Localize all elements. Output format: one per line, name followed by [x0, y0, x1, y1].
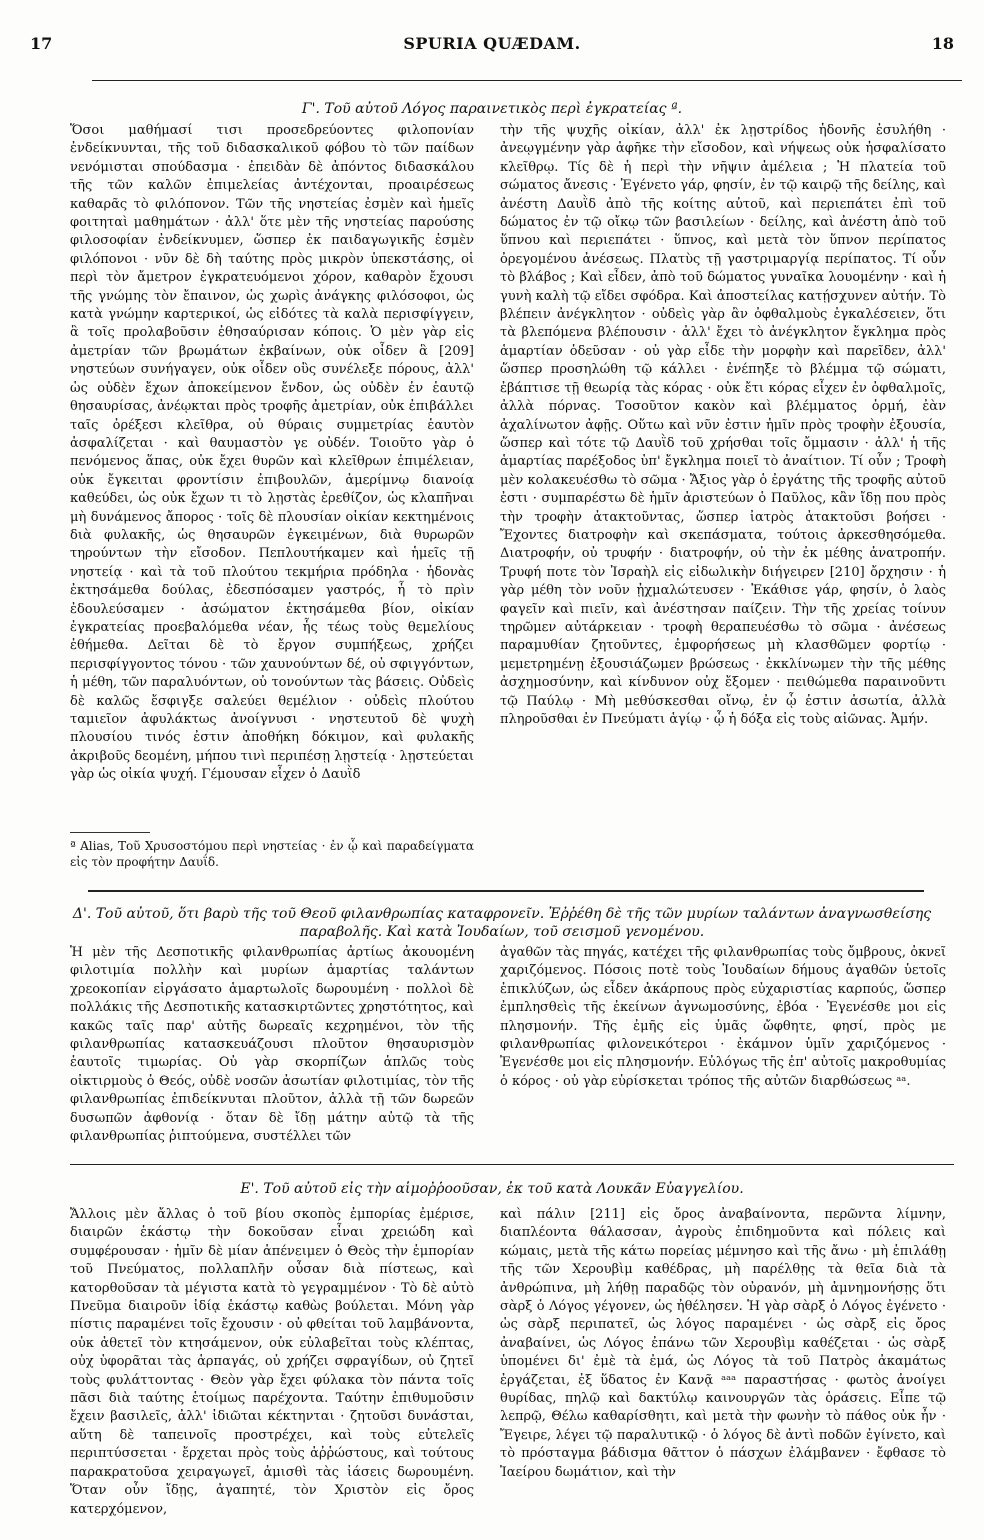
section-e-right-column [500, 1206, 946, 1534]
left-page-number: 17 [30, 34, 53, 53]
section-e-left-column [70, 1206, 474, 1534]
section-g-footnote: ª Alias, Τοῦ Χρυσοστόμου περὶ νηστείας · ἐν ᾧ καὶ παραδείγματα εἰς τὸν προφήτην Δαυΐδ. [70, 839, 474, 869]
section-e-left-text: Ἄλλοις μὲν ἄλλας ὁ τοῦ βίου σκοπὸς ἐμπορίας ἐμέρισε, διαιρῶν ἑκάστῳ τὴν δοκοῦσαν εἶναι χρειώδη καὶ συμφέρουσαν · ἡμῖν δὲ μίαν ἀπένειμεν ὁ Θεὸς τὴν ἐμπορίαν τοῦ Πνεύματος, πολλαπλῆν οὖσαν διὰ πίστεως, καὶ κατορθοῦσαν τὰ μέγιστα κατὰ τὸ γεγραμμένον · Τὸ δὲ αὐτὸ Πνεῦμα διαιροῦν ἰδίᾳ ἑκάστῳ καθὼς βούλεται. Μόνη γὰρ πίστις παραμένει τοῖς ἔχουσιν · οὐ φθείται τοῦ λαμβάνοντα, οὐκ ἀθετεῖ τὸν κτησάμενον, οὐκ εὐλαβεῖται τοὺς κλέπτας, οὐχ ὑφορᾶται τὰς ἁρπαγάς, οὐ χρήζει σφραγίδων, οὐ ζητεῖ τοὺς φυλάττοντας · Θεὸν γὰρ ἔχει φύλακα τὸν πάντα τοῖς πᾶσι διὰ ταύτης ἑτοίμως παρέχοντα. Ταύτην ἐπιθυμοῦσιν ἔχειν βασιλεῖς, ἀλλ' ἰδιῶται κέκτηνται · ζητοῦσι δυνάσται, αὕτη δὲ ταπεινοῖς προστρέχει, καὶ τοὺς εὐτελεῖς περιπτύσσεται · ἔρχεται πρὸς τοὺς ἀῤῥώστους, καὶ τούτους παρακρατοῦσα χειραγωγεῖ, ἀμισθὶ τὰς ἰάσεις δωρουμένη. Ὅταν οὖν ἴδῃς, ἀγαπητέ, τὸν Χριστὸν εἰς ὄρος κατερχόμενον, [70, 1207, 474, 1517]
section-g-right-text: τὴν τῆς ψυχῆς οἰκίαν, ἀλλ' ἐκ λῃστρίδος ἡδονῆς ἐσυλήθη · ἀνεῳγμένην γὰρ ἀφῆκε τὴν εἴσοδον, καὶ νήψεως οὐκ ἠσφαλίσατο κλεῖθρῳ. Τίς δὲ ἡ περὶ τὴν νῆψιν ἀμέλεια ; Ἡ πλατεία τοῦ σώματος ἄνεσις · Ἐγένετο γάρ, φησίν, ἐν τῷ καιρῷ τῆς δείλης, καὶ ἀνέστη Δαυῒδ ἀπὸ τῆς κοίτης αὐτοῦ, καὶ περιεπάτει ἐπὶ τοῦ δώματος ἐν τῷ οἴκῳ τῶν βασιλείων · δείλης, καὶ ἀνέστη ἀπὸ τοῦ ὕπνου καὶ περιεπάτει · ὕπνος, καὶ μετὰ τὸν ὕπνον περίπατος ὀρεγομένου ἀνέσεως. Πλατὺς τῇ γαστριμαργίᾳ περίπατος. Τί οὖν τὸ βλάβος ; Καὶ εἶδεν, ἀπὸ τοῦ δώματος γυναῖκα λουομένην · καὶ ἡ γυνὴ καλὴ τῷ εἴδει σφόδρα. Καὶ ἀποστείλας κατῄσχυνεν αὐτήν. Τὸ βλέπειν ἀνέγκλητον · οὐδεὶς γὰρ ἂν ὀφθαλμοὺς ἐγκαλέσειεν, ὅτι τὰ βλεπόμενα βλέπουσιν · ἀλλ' ἔχει τὸ ἀνέγκλητον ἔγκλημα πρὸς ἁμαρτίαν ὁδεῦσαν · οὐ γὰρ εἶδε τὴν μορφὴν καὶ παρεῖδεν, ἀλλ' ὥσπερ προσηλώθη τῷ κάλλει · ἐνέπηξε τὸ βλέμμα τῷ σώματι, ἐβάπτισε τῇ θεωρίᾳ τὰς κόρας · οὐκ ἔτι κόρας εἶχεν ἐν ὀφθαλμοῖς, ἀλλὰ πόρνας. Τοσοῦτον κακὸν καὶ βλέμματος ὁρμή, ἐὰν ἀχαλίνωτον ἀφῇς. Οὕτω καὶ νῦν ἐστιν ἡμῖν πρὸς τροφὴν ἐξουσία, ὥσπερ καὶ τότε τῷ Δαυῒδ τοῦ χρήσθαι τοῖς ὄμμασιν · ἀλλ' ἡ τῆς ἁμαρτίας παρέξοδος ὑπ' ἔγκλημα ποιεῖ τὸ ἀναίτιον. Τί οὖν ; Τροφὴ μὲν κολακευέσθω τὸ σῶμα · Ἄξιος γὰρ ὁ ἐργάτης τῆς τροφῆς αὐτοῦ ἐστι · συμπαρέστω δὲ ἡμῖν ἀριστεύων ὁ Παῦλος, κἂν ἴδῃ που πρὸς τὴν τροφὴν ἀτακτοῦντας, ὥσπερ ἰατρὸς ἀτακτοῦσι βοήσει · Ἔχοντες διατροφὴν καὶ σκεπάσματα, τούτοις ἀρκεσθησόμεθα. Διατροφήν, οὐ τρυφήν · διατροφήν, οὐ τὴν ἐκ μέθης ἀνατροπήν. Τρυφή ποτε τὸν Ἰσραὴλ εἰς εἰδωλικὴν διήγειρεν [210] ὄρχησιν · ἡ γὰρ μέθη τὸν νοῦν ᾐχμαλώτευσεν · Ἐκάθισε γάρ, φησίν, ὁ λαὸς φαγεῖν καὶ πιεῖν, καὶ ἀνέστησαν παίζειν. Τὴν τῆς χρείας τοίνυν τηρῶμεν αὐτάρκειαν · τροφὴ θεραπευέσθω τὸ σῶμα · ἀνέσεως παραμυθίαν ζητοῦντες, ἐμφορήσεως μὴ κλασθῶμεν φορτίῳ · μεμετρημένῃ ἐξουσιάζωμεν βρώσεως · ἐκκλίνωμεν τὴν τῆς μέθης ἀσχημοσύνην, καὶ κίνδυνον οὐχ ἔξομεν · πειθώμεθα παραινοῦντι τῷ Παύλῳ · Μὴ μεθύσκεσθαι οἴνῳ, ἐν ᾧ ἐστιν ἀσωτία, ἀλλὰ πληροῦσθαι ἐν Πνεύματι ἁγίῳ · ᾧ ἡ δόξα εἰς τοὺς αἰῶνας. Ἀμήν. [500, 123, 946, 727]
section-e-title: Ε'. Τοῦ αὐτοῦ εἰς τὴν αἱμοῤῥοοῦσαν, ἐκ τοῦ κατὰ Λουκᾶν Εὐαγγελίου. [240, 1181, 744, 1197]
right-page-number: 18 [931, 34, 954, 53]
section-d-left-text: Ἡ μὲν τῆς Δεσποτικῆς φιλανθρωπίας ἀρτίως ἀκουομένη φιλοτιμία πολλὴν καὶ μυρίων ἁμαρτίας ταλάντων χρεοκοπίαν εἰργάσατο ἁμαρτωλοῖς δωρουμένη · πολλοὶ δὲ πολλάκις τῆς Δεσποτικῆς κατασκιρτῶντες χρηστότητος, καὶ κακῶς ταῖς παρ' αὐτῆς δωρεαῖς κεχρημένοι, τὸν τῆς φιλανθρωπίας κατασκευάζουσι πλοῦτον θησαυρισμὸν ἑαυτοῖς τιμωρίας. Οὐ γὰρ σκορπίζων ἁπλῶς τοὺς οἰκτιρμοὺς ὁ Θεός, οὐδὲ νοσῶν ἀσωτίαν φιλοτιμίας, τὸν τῆς φιλανθρωπίας ἐπιδείκνυται πλοῦτον, ἀλλὰ τῇ τῶν δωρεῶν δυσωπῶν ἀφθονίᾳ · ὅταν δὲ ἴδῃ μάτην αὐτῷ τὰ τῆς φιλανθρωπίας ῥιπτούμενα, συστέλλει τῶν [70, 945, 474, 1144]
section-e-right-text: καὶ πάλιν [211] εἰς ὄρος ἀναβαίνοντα, περῶντα λίμνην, διαπλέοντα θάλασσαν, ἀγροὺς ἐπιδημοῦντα καὶ πόλεις καὶ κώμαις, μετὰ τῆς κάτω πορείας μέμνησο καὶ τῆς ἄνω · μὴ ἐπιλάθῃ τῆς τῶν Χερουβὶμ καθέδρας, μὴ παρέλθῃς τὰ θεῖα διὰ τὰ ἀνθρώπινα, μὴ λήθῃ παραδῷς τὸν οὐρανόν, μὴ ἀμνημονήσῃς ὅτι σὰρξ ὁ Λόγος γέγονεν, ὡς ἠθέλησεν. Ἡ γὰρ σὰρξ ὁ Λόγος ἐγένετο · ὡς σὰρξ περιπατεῖ, ὡς λόγος παραμένει · ὡς σὰρξ εἰς ὄρος ἀναβαίνει, ὡς Λόγος ἐπάνω τῶν Χερουβὶμ καθέζεται · ὡς σὰρξ ὑπομένει δι' ἐμὲ τὰ ἐμά, ὡς Λόγος τὰ τοῦ Πατρὸς ἀκαμάτως ἐργάζεται, ἐξ ὕδατος ἐν Κανᾷ ᵃᵃᵃ παραστήσας · φωτὸς ἀνοίγει θυρίδας, πηλῷ καὶ δακτύλῳ καινουργῶν τὰς ὁράσεις. Εἶπε τῷ λεπρῷ, Θέλω καθαρίσθητι, καὶ μετὰ τὴν φωνὴν τὸ πάθος οὐκ ἦν · Ἔγειρε, λέγει τῷ παραλυτικῷ · ὁ λόγος δὲ ἀντὶ ποδῶν ἐγίνετο, καὶ τὸ πρόσταγμα βάδισμα θᾶττον ὁ πάσχων ἐλάμβανεν · ἔφθασε τὸ Ἰαείρου δωμάτιον, καὶ τὴν [500, 1207, 946, 1480]
section-d-left-column [70, 944, 474, 1144]
running-header [30, 34, 954, 64]
section-g-title: Γ'. Τοῦ αὐτοῦ Λόγος παραινετικὸς περὶ ἐγκρατείας ª. [301, 101, 683, 117]
section-d-right-text: ἀγαθῶν τὰς πηγάς, κατέχει τῆς φιλανθρωπίας τοὺς ὄμβρους, ὀκνεῖ χαριζόμενος. Πόσοις ποτὲ τοὺς Ἰουδαίων δήμους ἀγαθῶν ὑετοῖς ἐπικλύζων, ὡς εἶδεν ἀκάρπους πρὸς εὐχαριστίας καρπούς, ὥσπερ ἐμπλησθεὶς τῆς ἐκείνων ἀγνωμοσύνης, ἐβόα · Ἐγενέσθε μοι εἰς πλησμονήν. Τῆς ἐμῆς εἰς ὑμᾶς ὤφθητε, φησί, πρὸς με φιλανθρωπίας φιλονεικότεροι · ἐκάμνον ὑμῖν χαριζόμενος · Ἐγενέσθε μοι εἰς πλησμονήν. Εὐλόγως τῆς ἐπ' αὐτοῖς μακροθυμίας ὁ κόρος · οὐ γὰρ εὑρίσκεται τρόπος τῆς αὐτῶν διαρθώσεως ᵃᵃ. [500, 945, 946, 1089]
section-d-title: Δ'. Τοῦ αὐτοῦ, ὅτι βαρὺ τῆς τοῦ Θεοῦ φιλανθρωπίας καταφρονεῖν. Ἐῤῥέθη δὲ τῆς τῶν μυρίων ταλάντων ἀναγνωσθείσης παραβολῆς. Καὶ κατὰ Ἰουδαίων, τοῦ σεισμοῦ γενομένου. [72, 906, 932, 940]
section-separator-1 [88, 890, 924, 892]
running-title: SPURIA QUÆDAM. [403, 34, 581, 53]
section-separator-2 [70, 1164, 954, 1165]
footnote-rule [70, 832, 150, 833]
header-rule [92, 80, 962, 81]
section-g-left-text: Ὅσοι μαθήμασί τισι προσεδρεύοντες φιλοπονίαν ἐνδείκνυνται, τῆς τοῦ διδασκαλικοῦ φόβου τὸ τῶν παίδων νενόμισται σπούδασμα · ἐπειδὰν δὲ ἀπόντος διδασκάλου τῆς τῶν καλῶν ἐπιμελείας ἀντέχονται, προαιρέσεως καθαρᾶς τὸ φιλόπονον. Τῶν τῆς νηστείας ἐσμὲν καὶ ἡμεῖς φοιτηταὶ μαθημάτων · ἀλλ' ὅτε μὲν τῆς νηστείας παρούσης φιλοσοφίαν ἐνδείκνυμεν, ὥσπερ ἐκ παιδαγωγικῆς ἐσμὲν φιλόπονοι · νῦν δὲ δὴ ταύτης πρὸς μικρὸν ὑπεκστάσης, οἱ περὶ τὸν ἄμετρον ἐγκρατευόμενοι χόρον, καθαρὸν ἔχουσι τῆς γνώμης τὸν ἔπαινον, ὡς χωρὶς ἀνάγκης φιλόσοφοι, ὡς κατὰ γνώμην καρτερικοί, ὡς εἰδότες τὰ καλὰ περισφίγγειν, ἃ τοῖς προλαβοῦσιν ἐθησαύρισαν κόποις. Ὁ μὲν γὰρ εἰς ἀμετρίαν τῶν βρωμάτων ἐκβαίνων, οὐκ οἶδεν ἃ [209] νηστεύων συνήγαγεν, οὐκ οἶδεν οὓς συνέλεξε πόρους, ἀλλ' ὡς οὐδὲν ἔχων ἀποκείμενον ἔνδον, ὡς οὐδὲν ἐν ἑαυτῷ θησαυρίσας, ἀνέῳκται πρὸς τροφῆς ἀμετρίαν, οὐκ ἐπιβάλλει ταῖς ὀρέξεσι κλεῖθρα, οὐ θύραις συμμετρίας ἑαυτὸν ἀσφαλίζεται · καὶ θαυμαστὸν γε οὐδέν. Τοιοῦτο γὰρ ὁ πενόμενος ἅπας, οὐκ ἔχει θυρῶν καὶ κλεῖθρων ἐπιμέλειαν, οὐκ ἔγκειται φροντίσιν ἐπιβουλῶν, ἀμερίμνῳ διανοίᾳ καθεύδει, ὡς οὐκ ἔχων τι τὸ λῃστὰς ἐρεθίζον, ὡς κλαπῆναι μὴ δυνάμενος ἄπορος · τοῖς δὲ πλουσίαν οἰκίαν κεκτημένοις διὰ φυλακῆς, ὡς θησαυρῶν ἐγκειμένων, διὰ θυρωρῶν τηρούντων τὴν εἴσοδον. Πεπλουτήκαμεν καὶ ἡμεῖς τῇ νηστείᾳ · καὶ τὰ τοῦ πλούτου τεκμήρια πρόδηλα · ἡδονὰς ἐκτησάμεθα δούλας, ἐδεσπόσαμεν γαστρός, ἧ τὸ πρὶν ἐδουλεύσαμεν · ἀσώματον ἐκτησάμεθα βίον, οἰκίαν ἐγκρατείας προεβαλόμεθα νέαν, ἧς τέως τοὺς θεμελίους ἐθήμεθα. Δεῖται δὲ τὸ ἔργον συμπήξεως, χρήζει περισφίγγοντος τόνου · τῶν χαυνούντων δέ, οὐ σφιγγόντων, ἡ μέθη, τῶν παραλυόντων, οὐ τονούντων τὰς βάσεις. Οὐδεὶς δὲ καλῶς ἔσφιγξε σαλεύει θεμέλιον · οὐδεὶς πλούτου ταμιεῖον ἀφυλάκτως ἀνοίγνυσι · νηστευτοῦ δὲ ψυχὴ πλουσίου τινός ἐστιν ἀποθήκη δόκιμον, καὶ φυλακῆς ἀκριβοῦς δεομένη, μήπου τινὶ περιπέσῃ λῃστείᾳ · λῃστεύεται γὰρ ὡς οἰκία ψυχή. Γέμουσαν εἶχεν ὁ Δαυῒδ [70, 123, 474, 783]
section-d-right-column [500, 944, 946, 1139]
section-g-left-column [70, 122, 474, 830]
section-g-right-column [500, 122, 946, 882]
